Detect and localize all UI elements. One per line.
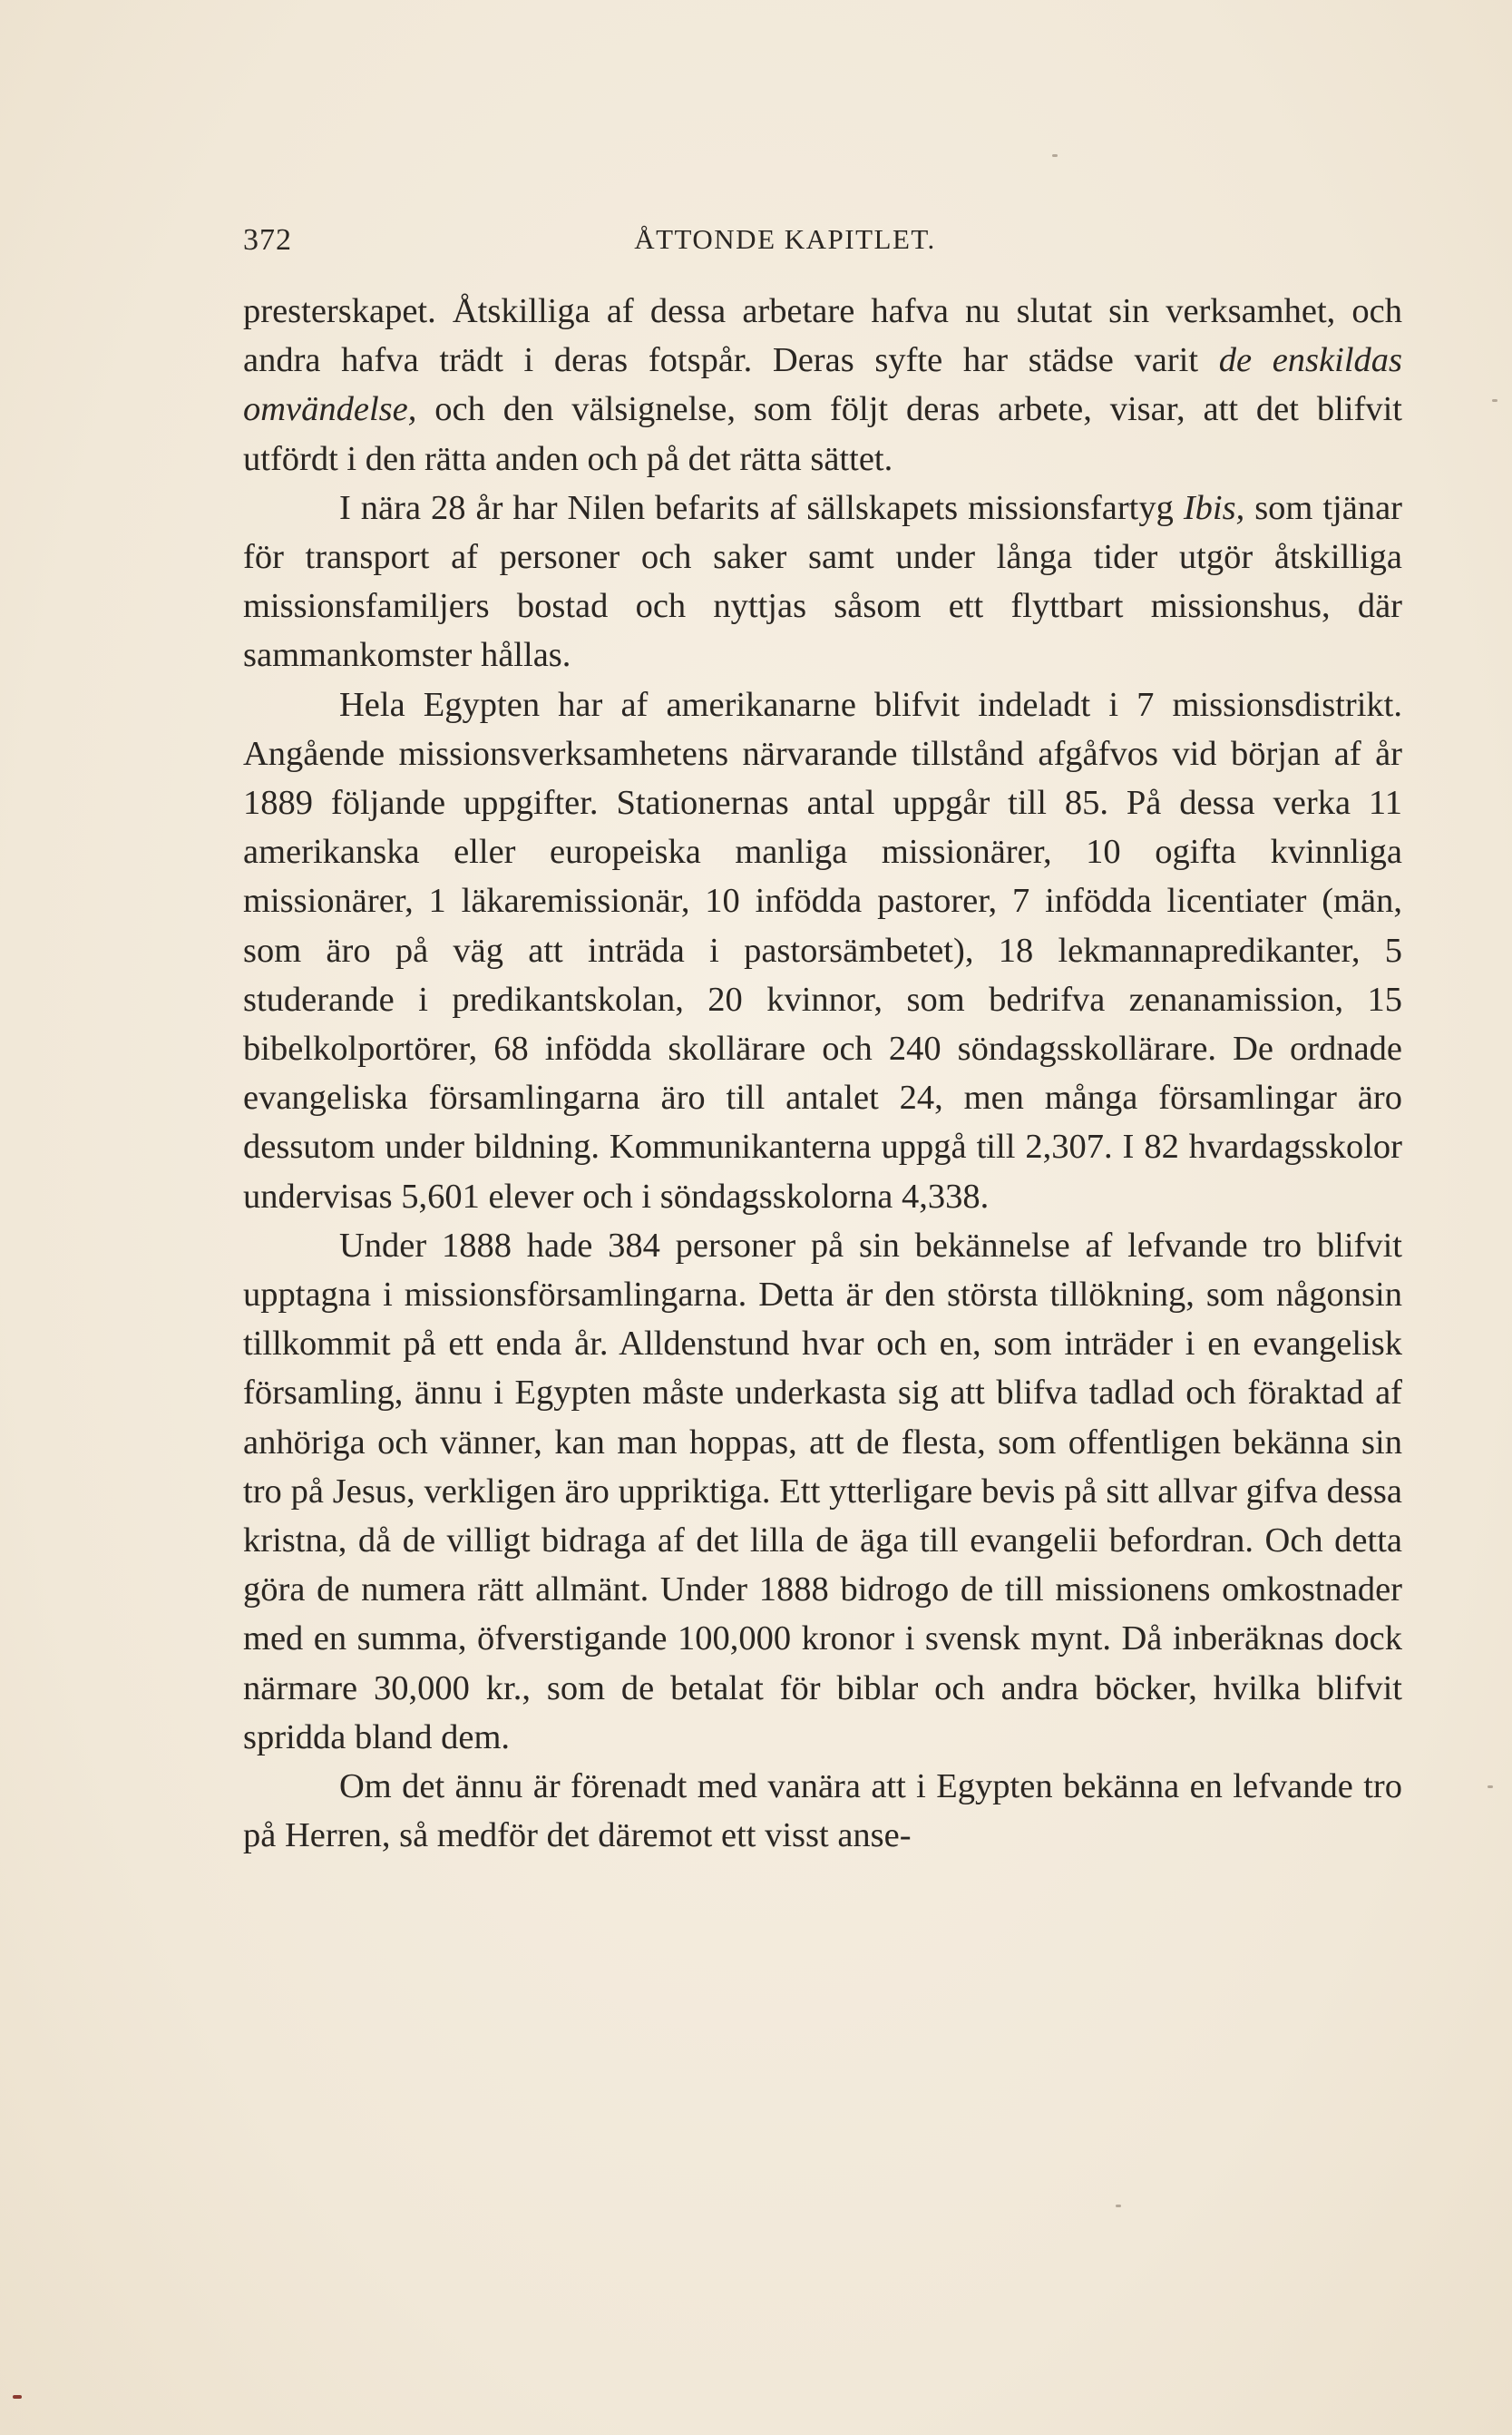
running-head: ÅTTONDE KAPITLET. (634, 223, 936, 255)
paper-speck (1492, 399, 1497, 402)
paragraph-text: presterskapet. Åtskilliga af dessa arbetare hafva nu slutat sin verksamhet, och andra hafva trädt i deras fotspår. Deras syfte har städse varit (243, 292, 1402, 380)
page-number: 372 (243, 223, 292, 257)
paragraph-5: Om det ännu är förenadt med vanära att i Egypten bekänna en lefvande tro på Herren, så medför det däremot ett visst anse- (243, 1767, 1402, 1855)
paragraph-4: Under 1888 hade 384 personer på sin bekännelse af lefvande tro blifvit upptagna i missionsförsamlingarna. Detta är den största tillökning, som någonsin tillkommit på ett enda år. Alldenstund hvar och en, som inträder i en evangelisk församling, ännu i Egypten måste underkasta sig att blifva tadlad och föraktad af anhöriga och vänner, kan man hoppas, att de flesta, som offentligen bekänna sin tro på Jesus, verkligen äro uppriktiga. Ett ytterligare bevis på sitt allvar gifva dessa kristna, då de villigt bidraga af det lilla de äga till evangelii befordran. Och detta göra de numera rätt allmänt. Under 1888 bidrogo de till missionens omkostnader med en summa, öfverstigande 100,000 kronor i svensk mynt. Då inberäknas dock närmare 30,000 kr., som de betalat för biblar och andra böcker, hvilka blifvit spridda bland dem. (243, 1226, 1402, 1756)
italic-phrase: de enskildas omvändelse, (243, 341, 1402, 429)
paragraph-text: som tjänar för transport af personer och saker samt under långa tider utgör åtskilliga missionsfamiljers bostad och nyttjas såsom ett flyttbart missionshus, där sammankomster hållas. (243, 488, 1402, 675)
page-header (243, 223, 1291, 278)
paragraph-text: I nära 28 år har Nilen befarits af sällskapets missionsfartyg (339, 488, 1184, 527)
paper-speck (1488, 1785, 1493, 1788)
paragraph-2 (243, 484, 1402, 680)
ship-name: Ibis, (1183, 488, 1245, 527)
paragraph-3: Hela Egypten har af amerikanarne blifvit indeladt i 7 missionsdistrikt. Angående missionsverksamhetens närvarande tillstånd afgåfvos vid början af år 1889 följande uppgifter. Stationernas antal uppgår till 85. På dessa verka 11 amerikanska eller europeiska manliga missionärer, 10 ogifta kvinnliga missionärer, 1 läkaremissionär, 10 infödda pastorer, 7 infödda licentiater (män, som äro på väg att inträda i pastorsämbetet), 18 lekmannapredikanter, 5 studerande i predikantskolan, 20 kvinnor, som bedrifva zenanamission, 15 bibelkolportörer, 68 infödda skollärare och 240 söndagsskollärare. De ordnade evangeliska församlingarna äro till antalet 24, men många församlingar äro dessutom under bildning. Kommunikanterna uppgå till 2,307. I 82 hvardagsskolor undervisas 5,601 elever och i söndagsskolorna 4,338. (243, 685, 1402, 1216)
paper-speck (13, 2395, 22, 2399)
body-text (243, 287, 1402, 1861)
paper-speck (1052, 154, 1058, 157)
paper-speck (1116, 2205, 1121, 2207)
paragraph-1 (243, 287, 1402, 484)
paragraph-text: och den välsignelse, som följt deras arbete, visar, att det blifvit utfördt i den rätta anden och på det rätta sättet. (243, 390, 1402, 478)
